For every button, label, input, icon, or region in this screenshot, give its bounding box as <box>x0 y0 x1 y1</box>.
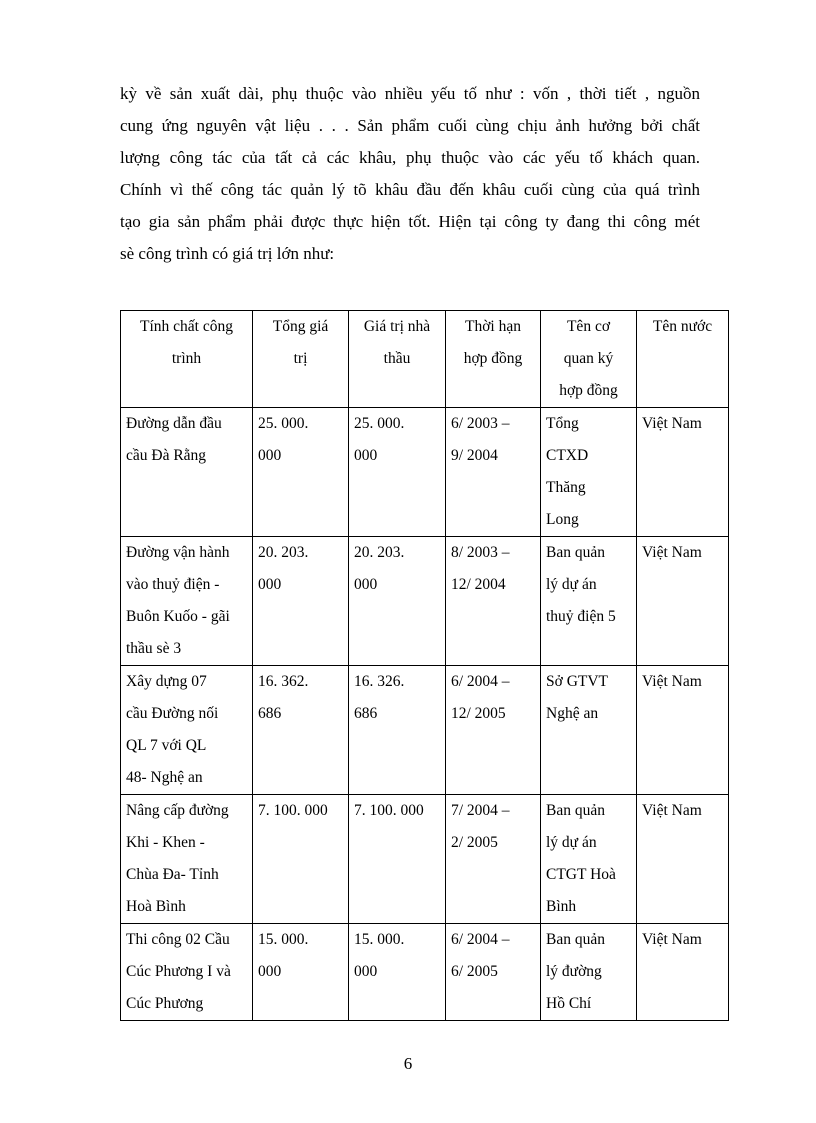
cell-line: 2/ 2005 <box>451 834 498 851</box>
cell-ten-nuoc <box>637 408 729 537</box>
cell-line: Đường vận hành <box>126 544 230 561</box>
cell-line: 7. 100. 000 <box>354 802 424 819</box>
cell-line: 000 <box>354 447 378 464</box>
cell-line: hợp đồng <box>463 350 523 367</box>
cell-ten-co-quan <box>541 408 637 537</box>
cell-ten-nuoc <box>637 666 729 795</box>
cell-line: lý dự án <box>546 576 597 593</box>
cell-line: hợp đồng <box>559 382 618 399</box>
cell-line: 7/ 2004 – <box>451 802 510 819</box>
cell-gia-tri-nha-thau <box>349 795 446 924</box>
cell-ten-nuoc <box>637 537 729 666</box>
cell-line: Ban quản <box>546 802 605 819</box>
cell-line: 25. 000. <box>354 415 405 432</box>
table-header-row <box>121 311 729 408</box>
cell-tinh-chat <box>121 537 253 666</box>
cell-ten-co-quan <box>541 537 637 666</box>
header-gia-tri-nha-thau <box>349 311 446 408</box>
cell-line: Hồ Chí <box>546 995 592 1012</box>
cell-line: 000 <box>354 576 378 593</box>
cell-ten-co-quan <box>541 924 637 1021</box>
body-paragraph <box>120 78 700 270</box>
cell-tong-gia-tri <box>253 537 349 666</box>
cell-line: 16. 362. <box>258 673 309 690</box>
cell-line: Giá trị nhà <box>363 318 431 335</box>
cell-line: Cúc Phương I và <box>126 963 231 980</box>
cell-line: Xây dựng 07 <box>126 673 207 690</box>
paragraph-line: tạo gia sản phẩm phải được thực hiện tốt. Hiện tại công ty đang thi công mét <box>120 212 700 231</box>
cell-line: 6/ 2004 – <box>451 673 510 690</box>
cell-thoi-han <box>446 795 541 924</box>
cell-ten-co-quan <box>541 666 637 795</box>
cell-line: 8/ 2003 – <box>451 544 510 561</box>
cell-line: Tên cơ <box>566 318 611 335</box>
cell-line: quan ký <box>563 350 614 367</box>
cell-line: Ban quản <box>546 544 605 561</box>
cell-line: lý dự án <box>546 834 597 851</box>
paragraph-line: sè công trình có giá trị lớn như: <box>120 244 335 263</box>
cell-line: Ban quản <box>546 931 605 948</box>
cell-line: 16. 326. <box>354 673 405 690</box>
cell-tong-gia-tri <box>253 924 349 1021</box>
cell-line: Nâng cấp đường <box>126 802 229 819</box>
cell-ten-co-quan <box>541 795 637 924</box>
cell-gia-tri-nha-thau <box>349 924 446 1021</box>
cell-thoi-han <box>446 408 541 537</box>
cell-tinh-chat <box>121 795 253 924</box>
cell-line: Việt Nam <box>642 673 702 690</box>
cell-line: Thời hạn <box>465 318 521 335</box>
cell-line: Tên nước <box>652 318 713 335</box>
cell-gia-tri-nha-thau <box>349 537 446 666</box>
cell-line: 6/ 2005 <box>451 963 498 980</box>
cell-line: 25. 000. <box>258 415 309 432</box>
cell-line: 7. 100. 000 <box>258 802 328 819</box>
cell-line: Nghệ an <box>546 705 599 722</box>
table-row <box>121 795 729 924</box>
cell-line: 12/ 2004 <box>451 576 506 593</box>
paragraph-line: Chính vì thế công tác quản lý tõ khâu đầu đến khâu cuối cùng của quá trình <box>120 180 700 199</box>
cell-line: Buôn Kuốo - gãi <box>126 608 230 625</box>
cell-line: 000 <box>258 963 282 980</box>
cell-thoi-han <box>446 537 541 666</box>
cell-line: Việt Nam <box>642 802 702 819</box>
cell-line: Long <box>546 511 579 528</box>
projects-table <box>120 310 729 1021</box>
table-body <box>121 408 729 1021</box>
cell-line: Thi công 02 Cầu <box>126 931 230 948</box>
header-ten-co-quan <box>541 311 637 408</box>
table-row <box>121 924 729 1021</box>
cell-tinh-chat <box>121 666 253 795</box>
cell-line: cầu Đường nối <box>126 705 219 722</box>
cell-line: QL 7 với QL <box>126 737 207 754</box>
cell-line: Đường dẫn đầu <box>126 415 222 432</box>
cell-line: 48- Nghệ an <box>126 769 203 786</box>
cell-tong-gia-tri <box>253 795 349 924</box>
table-row <box>121 537 729 666</box>
cell-tong-gia-tri <box>253 666 349 795</box>
cell-line: thuỷ điện 5 <box>546 608 616 625</box>
cell-line: Hoà Bình <box>126 898 186 915</box>
page-number: 6 <box>403 1054 413 1073</box>
cell-tinh-chat <box>121 408 253 537</box>
cell-line: thầu <box>383 350 411 367</box>
cell-line: 12/ 2005 <box>451 705 506 722</box>
cell-line: trình <box>171 350 202 367</box>
cell-line: Việt Nam <box>642 415 702 432</box>
header-ten-nuoc <box>637 311 729 408</box>
cell-line: 6/ 2003 – <box>451 415 510 432</box>
cell-ten-nuoc <box>637 924 729 1021</box>
cell-line: Khi - Khen - <box>126 834 205 851</box>
cell-line: lý đường <box>546 963 602 980</box>
cell-line: Việt Nam <box>642 544 702 561</box>
cell-line: trị <box>293 350 308 367</box>
cell-gia-tri-nha-thau <box>349 408 446 537</box>
cell-line: Cúc Phương <box>126 995 204 1012</box>
cell-line: 686 <box>354 705 378 722</box>
table-row <box>121 408 729 537</box>
cell-line: thầu sè 3 <box>126 640 182 657</box>
cell-line: Tính chất công <box>140 318 233 335</box>
cell-line: CTGT Hoà <box>546 866 616 883</box>
cell-line: Tổng giá <box>272 318 329 335</box>
header-tong-gia-tri <box>253 311 349 408</box>
cell-line: 15. 000. <box>354 931 405 948</box>
cell-line: vào thuỷ điện - <box>126 576 220 593</box>
paragraph-line: cung ứng nguyên vật liệu . . . Sản phẩm cuối cùng chịu ảnh hưởng bởi chất <box>120 116 700 135</box>
cell-line: cầu Đà Rằng <box>126 447 207 464</box>
cell-line: 15. 000. <box>258 931 309 948</box>
cell-line: Sở GTVT <box>546 673 609 690</box>
paragraph-line: kỳ về sản xuất dài, phụ thuộc vào nhiều yếu tố như : vốn , thời tiết , nguồn <box>120 84 700 103</box>
cell-line: Tổng <box>546 415 579 432</box>
cell-ten-nuoc <box>637 795 729 924</box>
cell-thoi-han <box>446 924 541 1021</box>
cell-line: 20. 203. <box>354 544 405 561</box>
cell-thoi-han <box>446 666 541 795</box>
cell-tinh-chat <box>121 924 253 1021</box>
cell-line: 000 <box>258 447 282 464</box>
cell-line: Bình <box>546 898 577 915</box>
header-tinh-chat <box>121 311 253 408</box>
cell-gia-tri-nha-thau <box>349 666 446 795</box>
cell-line: Việt Nam <box>642 931 702 948</box>
table-row <box>121 666 729 795</box>
cell-line: 6/ 2004 – <box>451 931 510 948</box>
cell-line: 9/ 2004 <box>451 447 498 464</box>
cell-line: 000 <box>354 963 378 980</box>
paragraph-line: lượng công tác của tất cả các khâu, phụ thuộc vào các yếu tố khách quan. <box>120 148 700 167</box>
cell-line: Thăng <box>546 479 586 496</box>
cell-line: CTXD <box>546 447 589 464</box>
cell-tong-gia-tri <box>253 408 349 537</box>
header-thoi-han <box>446 311 541 408</box>
cell-line: Chùa Đa- Tỉnh <box>126 866 219 883</box>
cell-line: 686 <box>258 705 282 722</box>
cell-line: 000 <box>258 576 282 593</box>
cell-line: 20. 203. <box>258 544 309 561</box>
